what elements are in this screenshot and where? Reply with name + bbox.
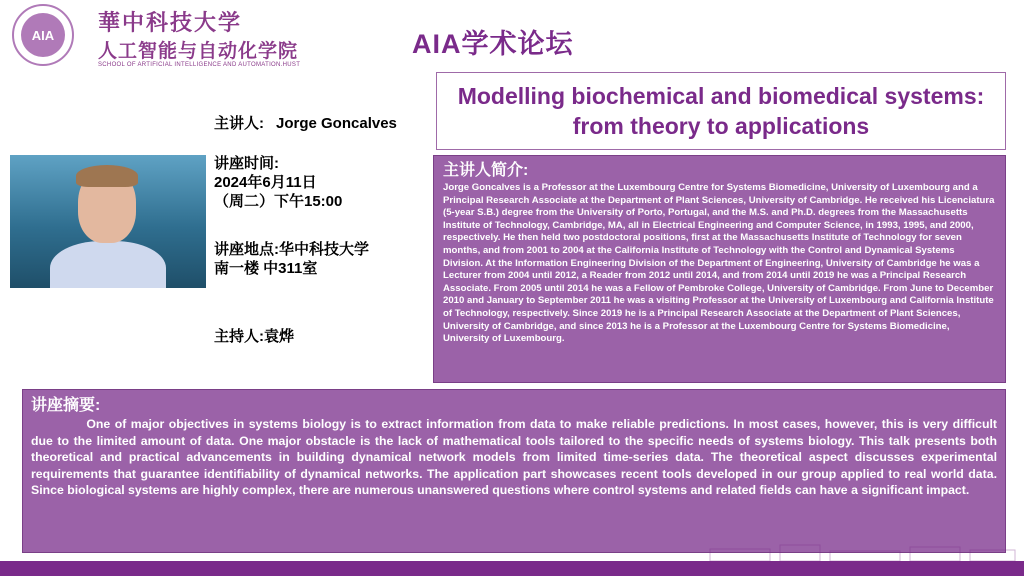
campus-skyline-decoration (700, 541, 1024, 561)
location-label: 讲座地点: (214, 241, 279, 258)
school-name-en: SCHOOL OF ARTIFICIAL INTELLIGENCE AND AUTOMATION.HUST (98, 62, 301, 68)
photo-hair-shape (76, 165, 138, 187)
speaker-info (214, 114, 430, 133)
speaker-label: 主讲人: (214, 115, 264, 132)
photo-shirt-shape (50, 241, 166, 288)
speaker-bio-box (433, 155, 1006, 383)
time-label: 讲座时间: (214, 155, 279, 172)
time-value: （周二）下午15:00 (214, 193, 343, 210)
bio-text: Jorge Goncalves is a Professor at the Luxembourg Centre for Systems Biomedicine, University of Luxembourg and a Principal Research Associate at the Department of Plant Sciences, University of Cambridge. He received his Licenciatura (5-year S.B.) degree from the University of Porto, Portugal, and the M.S. and Ph.D. degrees from the Massachusetts Institute of Technology, Cambridge, MA, all in Electrical Engineering and Computer Science, in 1993, 1995, and 2000, respectively. He then held two postdoctoral positions, first at the Massachusetts Institute of Technology for seven months, and from 2001 to 2004 at the California Institute of Technology with the Control and Dynamical Systems Division. At the Information Engineering Division of the Department of Engineering, University of Cambridge he was a Lecturer from 2004 until 2012, a Reader from 2012 until 2014, and from 2014 until 2019 he was a Principal Research Associate. From 2005 until 2014 he was a Fellow of Pembroke College, University of Cambridge. From June to December 2010 and January to September 2011 he was a visiting Professor at the University of Luxembourg and California Institute of Technology, respectively. Since 2019 he is a Principal Research Associate at the Department of Plant Sciences, University of Cambridge, and since 2013 he is a Professor at the Luxembourg Centre for Systems Biomedicine, University of Luxembourg. (443, 182, 995, 345)
speaker-photo (10, 155, 206, 288)
abstract-text: One of major objectives in systems biology is to extract information from data to make reliable predictions. In most cases, however, this is very difficult due to the limited amount of data. One major obstacle is the lack of mathematical tools tailored to the specific needs of systems biology. This talk presents both theoretical and practical advancements in building dynamical network models from limited time-series data. The theoretical aspect discusses experimental requirements that guarantee identifiability of dynamical networks. The application part showcases recent tools developed in our group applied to real world data. Since biological systems are highly complex, there are numerous unanswered questions where control systems and related fields can have a significant impact. (31, 417, 997, 497)
location-line1: 华中科技大学 (279, 241, 370, 258)
school-name-cn: 人工智能与自动化学院 (98, 41, 299, 62)
date-value: 2024年6月11日 (214, 174, 317, 191)
speaker-name: Jorge Goncalves (276, 115, 397, 132)
forum-title: AIA学术论坛 (412, 29, 574, 59)
talk-title-box (436, 72, 1006, 150)
seal-logo-text: AIA (21, 13, 65, 57)
university-name: 華中科技大学 (98, 10, 243, 36)
bottom-band (0, 561, 1024, 576)
abstract-heading: 讲座摘要: (31, 397, 101, 414)
host-name: 袁烨 (264, 328, 295, 345)
time-info (214, 154, 430, 211)
school-logo-area (8, 4, 308, 74)
host-label: 主持人: (214, 328, 264, 345)
host-info (214, 327, 430, 346)
location-line2: 南一楼 中311室 (214, 260, 318, 277)
university-seal-icon (12, 4, 74, 66)
bio-heading: 主讲人简介: (443, 162, 529, 179)
abstract-box (22, 389, 1006, 553)
location-info (214, 240, 430, 278)
talk-title: Modelling biochemical and biomedical systems: from theory to applications (457, 83, 985, 139)
